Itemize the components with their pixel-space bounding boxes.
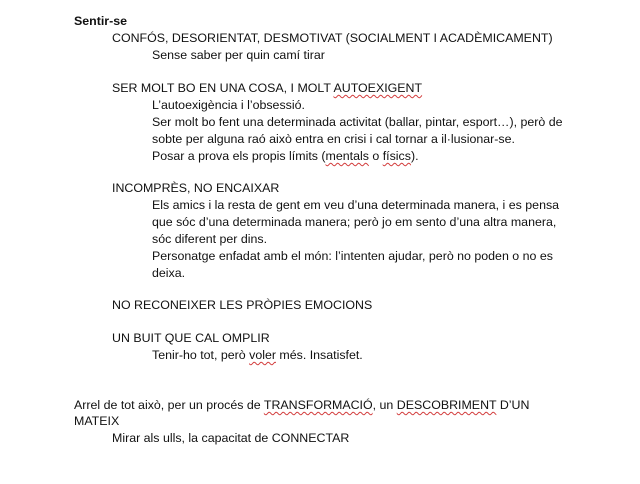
text-fragment: , un [372,398,397,412]
closing-line: Mirar als ulls, la capacitat de CONNECTAR [112,431,350,445]
closing-line: MATEIX [74,414,120,428]
text-fragment: Posar a prova els propis límits ( [152,149,326,163]
text-line: Sense saber per quin camí tirar [152,48,325,62]
text-line: Personatge enfadat amb el món: l’intenten ajudar, però no poden o no es [152,249,553,263]
spellcheck-word: TRANSFORMACIÓ [263,398,373,412]
spellcheck-word: AUTOEXIGENT [333,81,423,95]
page-title: Sentir-se [74,14,128,28]
text-line: sobte per alguna raó això entra en crisi i cal tornar a il·lusionar-se. [152,132,515,146]
spellcheck-word: DESCOBRIMENT [396,398,497,412]
text-line [152,148,419,164]
section-heading-emocions: NO RECONEIXER LES PRÒPIES EMOCIONS [112,298,373,312]
section-heading-incompres: INCOMPRÈS, NO ENCAIXAR [112,181,280,195]
text-line: deixa. [152,266,186,280]
text-fragment: o [368,149,383,163]
text-line: que sóc d’una determinada manera; però jo em sento d’una altra manera, [152,215,557,229]
text-fragment: ). [410,149,419,163]
spellcheck-word: voler [249,348,276,362]
text-line: Els amics i la resta de gent em veu d’una determinada manera, i es pensa [152,198,560,212]
text-fragment: Arrel de tot això, per un procés de [74,398,264,412]
text-fragment: més. Insatisfet. [275,348,363,362]
heading-text: SER MOLT BO EN UNA COSA, I MOLT [112,81,334,95]
closing-line [74,397,529,413]
text-line [152,347,363,363]
spellcheck-word: físics [382,149,411,163]
text-line: sóc diferent per dins. [152,232,268,246]
spellcheck-word: mentals [325,149,369,163]
section-heading-confos: CONFÓS, DESORIENTAT, DESMOTIVAT (SOCIALMENT I ACADÈMICAMENT) [112,31,553,45]
text-line: L’autoexigència i l’obsessió. [152,98,305,112]
section-heading-buit: UN BUIT QUE CAL OMPLIR [112,331,270,345]
text-fragment: D’UN [496,398,530,412]
text-fragment: Tenir-ho tot, però [152,348,250,362]
section-heading-ser-molt-bo [112,80,422,96]
text-line: Ser molt bo fent una determinada activitat (ballar, pintar, esport…), però de [152,115,563,129]
